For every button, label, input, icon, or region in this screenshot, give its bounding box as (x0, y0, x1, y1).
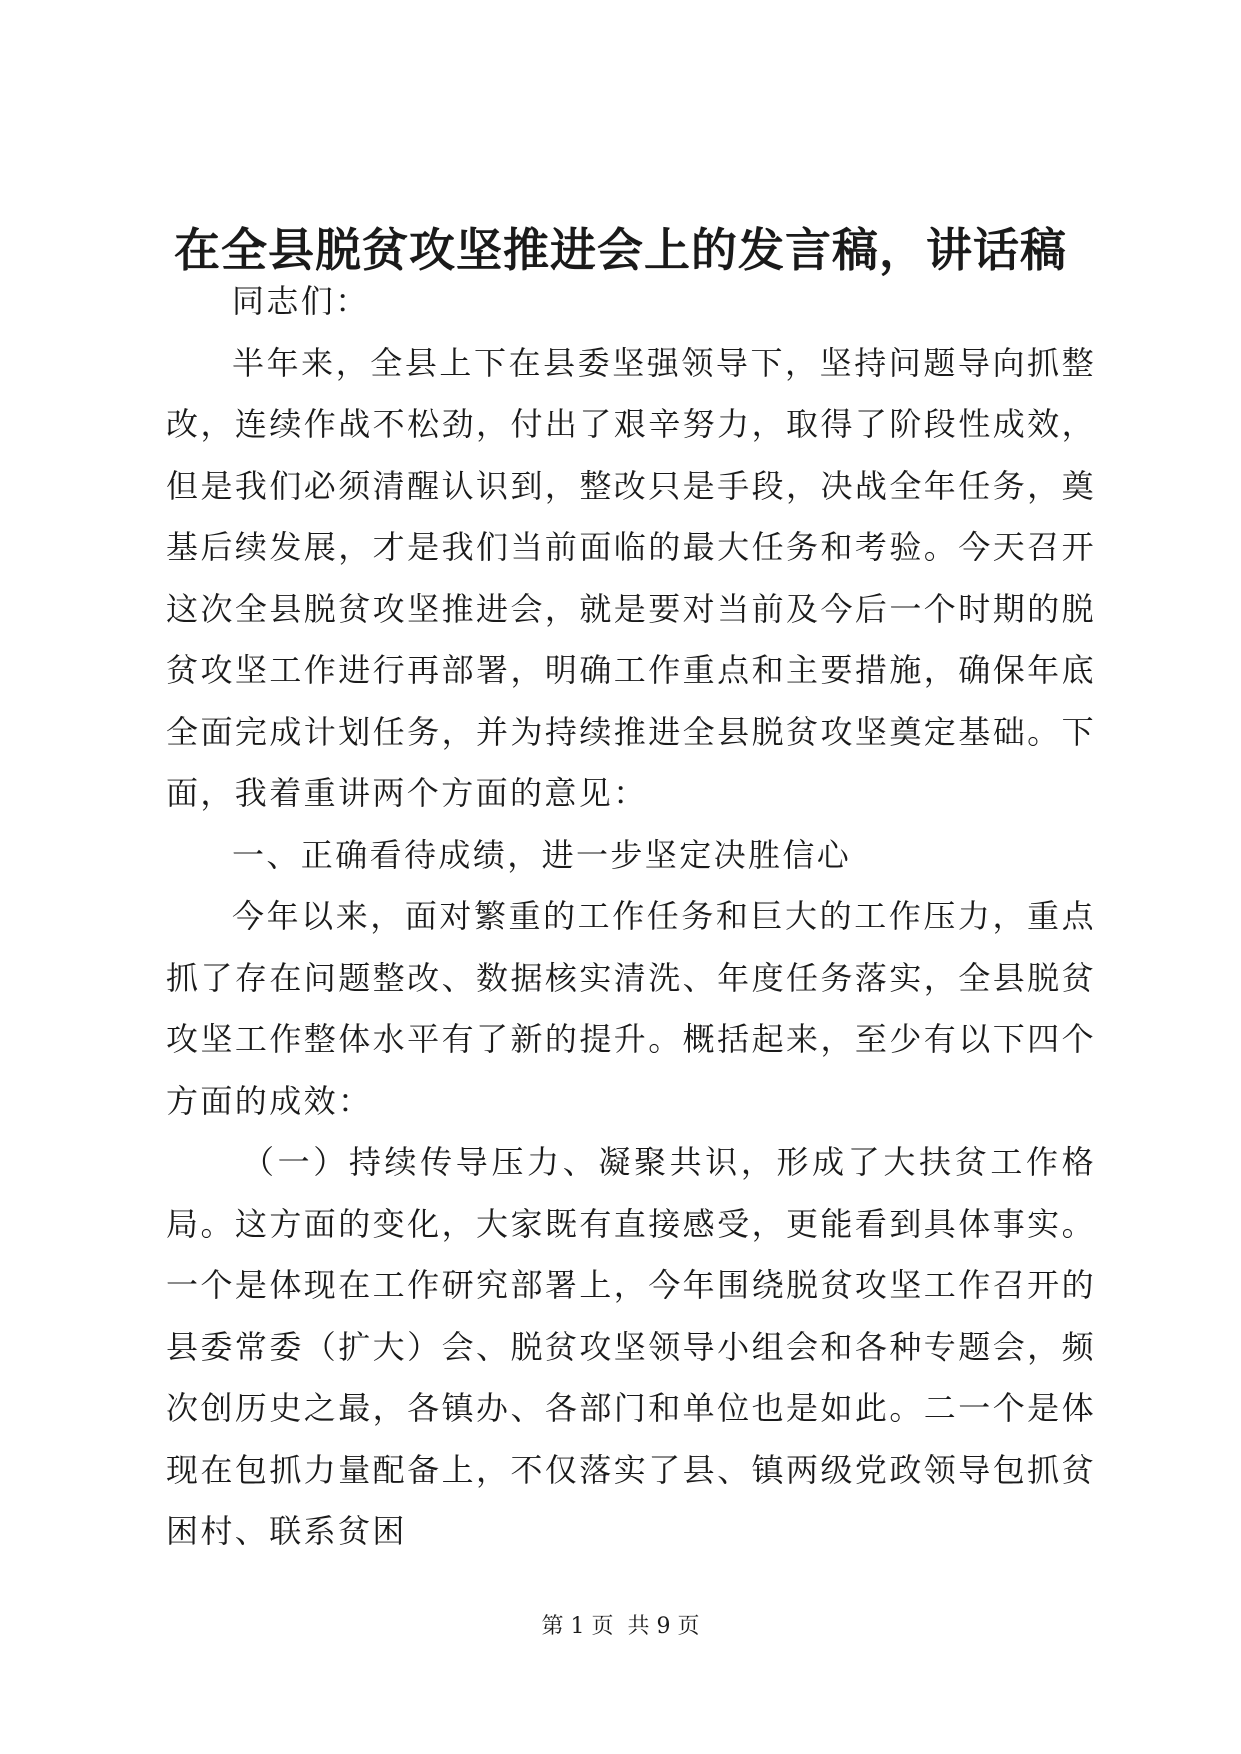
paragraph-intro: 半年来，全县上下在县委坚强领导下，坚持问题导向抓整改，连续作战不松劲，付出了艰辛努力，取得了阶段性成效，但是我们必须清醒认识到，整改只是手段，决战全年任务，奠基后续发展，才是我们当前面临的最大任务和考验。今天召开这次全县脱贫攻坚推进会，就是要对当前及今后一个时期的脱贫攻坚工作进行再部署，明确工作重点和主要措施，确保年底全面完成计划任务，并为持续推进全县脱贫攻坚奠定基础。下面，我着重讲两个方面的意见： (166, 343, 1096, 812)
page-footer (0, 1612, 1241, 1642)
document-title: 在全县脱贫攻坚推进会上的发言稿，讲话稿 (174, 223, 1067, 277)
document-body (166, 271, 1096, 1563)
page-number: 第 1 页 (541, 1614, 614, 1639)
section-heading-1: 一、正确看待成绩，进一步坚定决胜信心 (232, 835, 852, 874)
paragraph-achievements: 今年以来，面对繁重的工作任务和巨大的工作压力，重点抓了存在问题整改、数据核实清洗、年度任务落实，全县脱贫攻坚工作整体水平有了新的提升。概括起来，至少有以下四个方面的成效： (166, 897, 1096, 1120)
paragraph-subsection-1: （一）持续传导压力、凝聚共识，形成了大扶贫工作格局。这方面的变化，大家既有直接感受，更能看到具体事实。一个是体现在工作研究部署上，今年围绕脱贫攻坚工作召开的县委常委（扩大）会、脱贫攻坚领导小组会和各种专题会，频次创历史之最，各镇办、各部门和单位也是如此。二一个是体现在包抓力量配备上，不仅落实了县、镇两级党政领导包抓贫困村、联系贫困 (166, 1143, 1096, 1550)
page-total: 共 9 页 (627, 1614, 700, 1639)
salutation: 同志们： (232, 282, 370, 320)
